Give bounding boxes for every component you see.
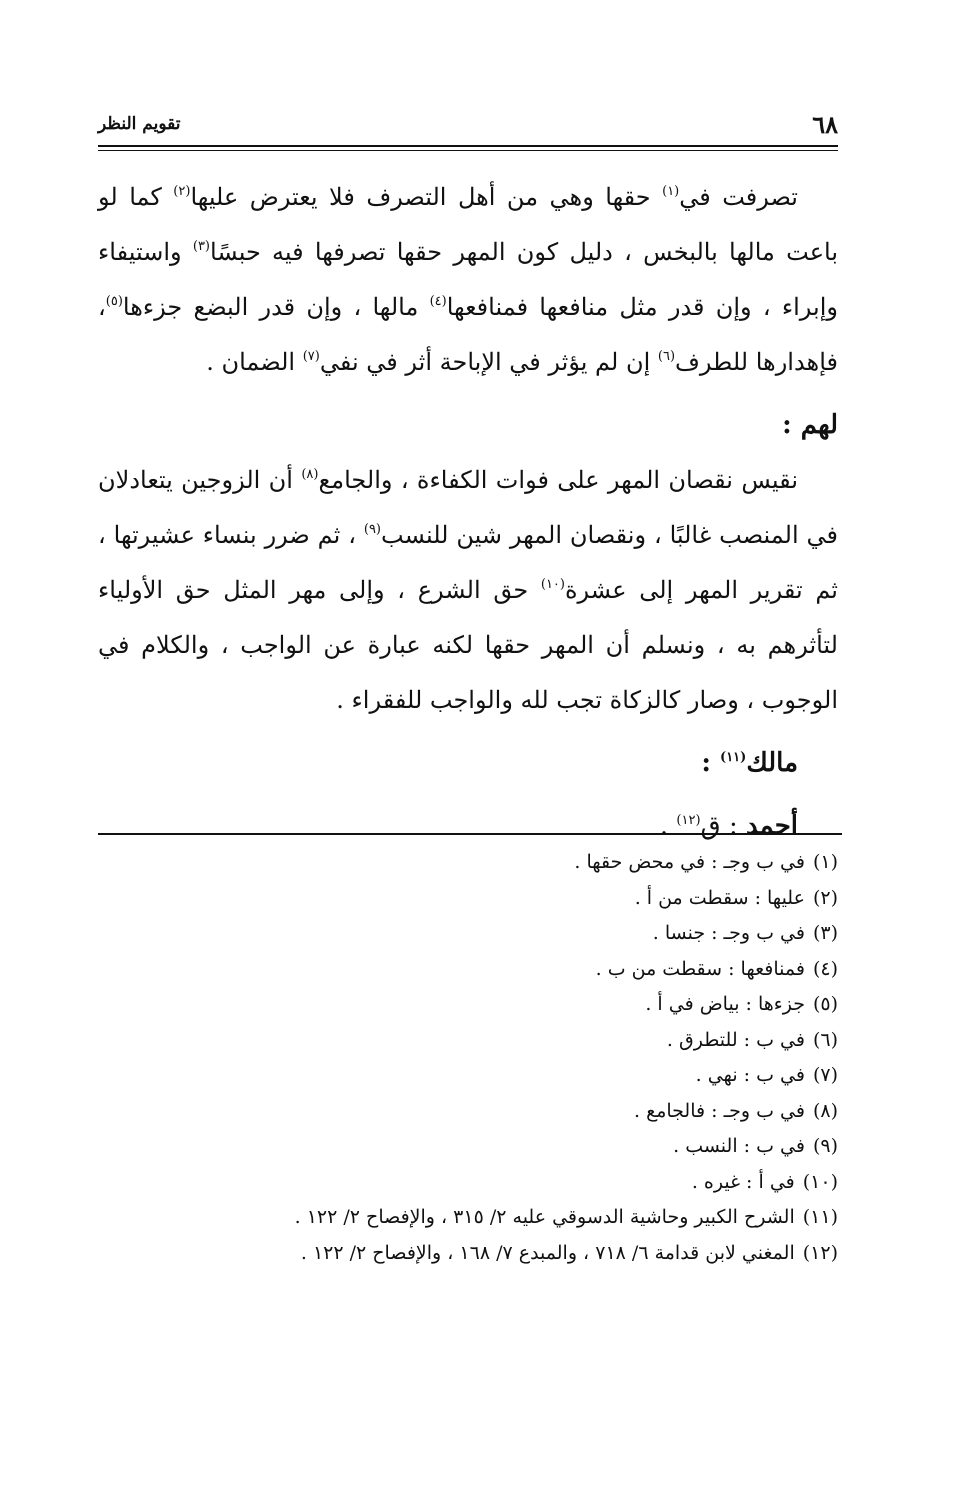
footnote-number: (٢) (812, 886, 838, 909)
text-segment: الضمان . (206, 348, 296, 376)
footnote-number: (٥) (812, 993, 838, 1015)
text-segment: أن الزوجين يتعادلان في المنصب غالبًا ، ونقصان المهر شين للنسب (98, 466, 839, 549)
footnotes (98, 845, 838, 1271)
footnote-text: في ب : للتطرق . (666, 1028, 805, 1051)
footnote (98, 845, 838, 881)
footnote-marker[interactable]: (١٢) (676, 813, 701, 828)
footnote-marker[interactable]: (٨) (301, 467, 319, 482)
footnote-number: (٣) (812, 922, 838, 944)
page-header (98, 110, 838, 150)
footnote-text: في أ : غيره . (691, 1170, 795, 1193)
footnote-marker[interactable]: (٤) (429, 294, 447, 309)
main-text (98, 170, 838, 854)
heading-malik (98, 728, 838, 791)
footnote (98, 987, 838, 1023)
paragraph-2 (98, 453, 838, 728)
footnote (98, 1200, 838, 1236)
footnote-number: (٤) (812, 957, 838, 980)
malik-tail: : (701, 748, 721, 778)
ahmad-label: أحمد (746, 811, 798, 841)
header-rule (98, 145, 838, 147)
footnote-text: جزءها : بياض في أ . (645, 993, 805, 1015)
heading-lahum: لهم : (782, 410, 838, 440)
footnote-marker[interactable]: (٦) (657, 349, 676, 364)
malik-label: مالك (746, 748, 798, 778)
footnote-number: (٩) (812, 1135, 838, 1157)
footnote-number: (٧) (812, 1064, 838, 1086)
footnote-marker[interactable]: (١١) (720, 750, 747, 765)
footnote (98, 1094, 838, 1130)
text-segment: نقيس نقصان المهر على فوات الكفاءة ، والجامع (318, 466, 798, 494)
text-segment: واستيفاء وإبراء ، وإن قدر مثل منافعها فمنافعها (98, 238, 838, 321)
footnote (98, 1236, 838, 1272)
footnote-text: عليها : سقطت من أ . (634, 886, 805, 909)
footnote (98, 1058, 838, 1094)
footnote-marker[interactable]: (١) (662, 184, 680, 199)
text-segment: حق الشرع ، وإلى مهر المثل حق الأولياء لتأثرهم به ، ونسلم أن المهر حقها لكنه عبارة عن الواجب ، والكلام في الوجوب ، وصار كالزكاة تجب لله والواجب للفقراء . (98, 576, 838, 714)
text-segment: ، فإهدارها للطرف (98, 293, 838, 376)
footnote-marker[interactable]: (٧) (302, 349, 320, 364)
header-rule-thin (98, 150, 838, 151)
footnote (98, 1129, 838, 1165)
text-segment: حقها وهي من أهل التصرف فلا يعترض عليها (190, 183, 651, 211)
footnote (98, 952, 838, 988)
footnote-marker[interactable]: (٥) (105, 294, 123, 309)
footnote-separator (98, 833, 842, 835)
footnote-marker[interactable]: (٩) (363, 522, 381, 537)
footnote-number: (١١) (802, 1206, 838, 1228)
footnote-marker[interactable]: (٢) (173, 184, 191, 199)
footnote-number: (١) (812, 851, 838, 873)
footnote-marker[interactable]: (١٠) (540, 577, 565, 592)
footnote-number: (١٠) (802, 1170, 838, 1193)
text-segment: إن لم يؤثر في الإباحة أثر في نفي (319, 348, 651, 376)
footnote (98, 1165, 838, 1201)
footnote (98, 881, 838, 917)
paragraph-1 (98, 170, 838, 390)
ahmad-text: : ق (700, 811, 747, 841)
text-segment: تصرفت في (679, 183, 798, 211)
footnote-marker[interactable]: (٣) (192, 239, 210, 254)
footnote-text: في ب وجـ : في محض حقها . (574, 851, 805, 873)
ahmad-tail: . (659, 811, 677, 841)
footnote-number: (٨) (812, 1099, 838, 1122)
footnote-number: (٦) (812, 1028, 838, 1051)
footnote-text: الشرح الكبير وحاشية الدسوقي عليه ٢/ ٣١٥ ، والإفصاح ٢/ ١٢٢ . (294, 1206, 795, 1228)
footnote (98, 1023, 838, 1059)
footnote-text: في ب وجـ : جنسا . (652, 922, 805, 944)
text-segment: كما لو باعت مالها بالبخس ، دليل كون المهر حقها تصرفها فيه حبسًا (98, 183, 838, 266)
footnote-text: في ب وجـ : فالجامع . (634, 1099, 805, 1122)
footnote-number: (١٢) (802, 1241, 838, 1264)
running-title: تقويم النظر (98, 114, 181, 134)
page-number: ٦٨ (812, 110, 838, 139)
text-segment: مالها ، وإن قدر البضع جزءها (122, 293, 419, 321)
footnote-text: فمنافعها : سقطت من ب . (595, 957, 805, 980)
footnote-text: في ب : النسب . (673, 1135, 805, 1157)
footnote-text: في ب : نهي . (695, 1064, 805, 1086)
text-segment: ، ثم ضرر بنساء عشيرتها ، ثم تقرير المهر إلى عشرة (98, 521, 838, 604)
footnote-text: المغني لابن قدامة ٦/ ٧١٨ ، والمبدع ٧/ ١٦٨ ، والإفصاح ٢/ ١٢٢ . (300, 1241, 795, 1264)
footnote (98, 916, 838, 952)
